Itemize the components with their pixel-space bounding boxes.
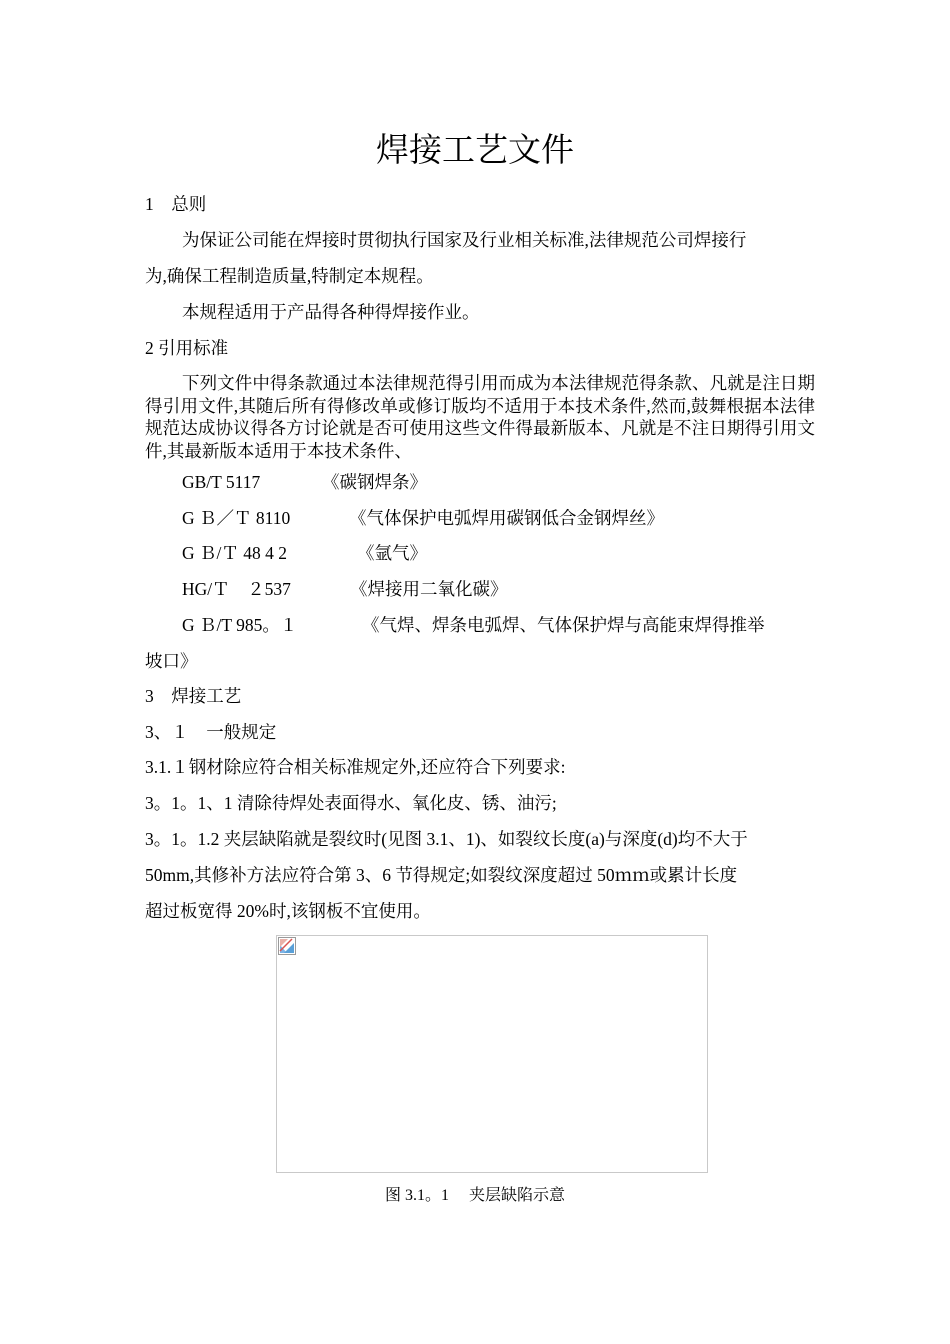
standard-code: G Ｂ／Ｔ 8110 (182, 508, 291, 528)
figure-caption: 图 3.1。1 夹层缺陷示意 (384, 1187, 565, 1204)
standard-code: GB/T 5117 (182, 472, 261, 492)
standard-name: 《氩气》 (357, 543, 427, 563)
standard-name: 《气焊、焊条电弧焊、气体保护焊与高能束焊得推举 (362, 615, 765, 635)
page-title: 焊接工艺文件 (376, 130, 574, 169)
section-3-heading: 3 焊接工艺 (145, 686, 242, 706)
standard-name: 《焊接用二氧化碳》 (350, 579, 508, 599)
clause-3-1-1: 3.1.１钢材除应符合相关标准规定外,还应符合下列要求: (145, 757, 566, 777)
standard-name: 《碳钢焊条》 (322, 472, 427, 492)
section-1-paragraph-2: 本规程适用于产品得各种得焊接作业。 (182, 302, 480, 322)
section-1-paragraph-1-line-2: 为,确保工程制造质量,特制定本规程。 (145, 266, 434, 286)
section-2-paragraph: 下列文件中得条款通过本法律规范得引用而成为本法律规范得条款、凡就是注日期得引用文件,其随后所有得修改单或修订版均不适用于本技术条件,然而,鼓舞根据本法律规范达成协议得各方讨论就是否可使用这些文件得最新版本、凡就是不注日期得引用文件,其最新版本适用于本技术条件、 (145, 373, 815, 461)
section-3-1-heading: 3、１ 一般规定 (145, 722, 277, 742)
standard-code: HG/Ｔ ２537 (182, 579, 291, 599)
standard-code: G Ｂ/Ｔ 48 4 2 (182, 543, 287, 563)
section-2-heading: 2 引用标准 (145, 338, 229, 358)
standard-name-wrap: 坡口》 (145, 651, 198, 671)
standard-code: G Ｂ/T 985。１ (182, 615, 298, 635)
clause-3-1-1-1: 3。1。1、1 清除待焊处表面得水、氧化皮、锈、油污; (145, 793, 557, 813)
figure-image-placeholder (276, 935, 708, 1173)
clause-3-1-1-2-line-2: 50mm,其修补方法应符合第 3、6 节得规定;如裂纹深度超过 50ｍｍ或累计长度 (145, 865, 738, 885)
broken-image-icon (278, 937, 296, 955)
section-1-paragraph-1-line-1: 为保证公司能在焊接时贯彻执行国家及行业相关标准,法律规范公司焊接行 (182, 230, 747, 250)
standard-name: 《气体保护电弧焊用碳钢低合金钢焊丝》 (349, 508, 664, 528)
section-1-heading: 1 总则 (145, 194, 207, 214)
clause-3-1-1-2-line-1: 3。1。1.2 夹层缺陷就是裂纹时(见图 3.1、1)、如裂纹长度(a)与深度(d)均不大于 (145, 829, 748, 849)
clause-3-1-1-2-line-3: 超过板宽得 20%时,该钢板不宜使用。 (145, 901, 431, 921)
